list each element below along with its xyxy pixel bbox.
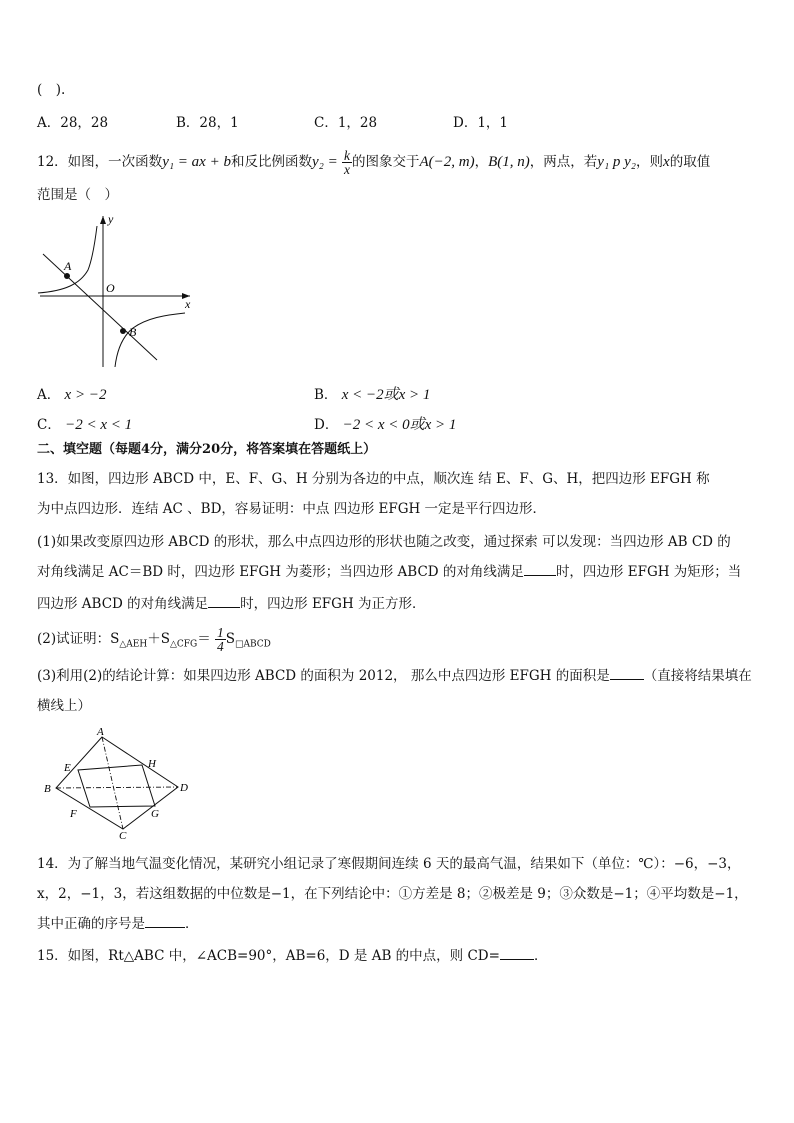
- fig-label-h: H: [148, 758, 156, 770]
- q13-blank-area[interactable]: [610, 678, 644, 680]
- q13-line8: 横线上）: [37, 698, 91, 714]
- fig-label-a: A: [97, 726, 104, 738]
- hyperbola-right-branch: [115, 313, 185, 367]
- q13-line2: 为中点四边形．连结 AC 、BD，容易证明：中点 四边形 EFGH 一定是平行四边形．: [37, 501, 547, 517]
- q14-blank[interactable]: [145, 926, 185, 928]
- q11-option-b: B．28，1: [176, 115, 239, 131]
- section-heading-fill-in: 二、填空题（每题4分，满分20分，将答案填在答题纸上）: [37, 442, 377, 457]
- q12-option-d: D． −2 < x < 0或x > 1: [314, 417, 457, 433]
- q14-line3: 其中正确的序号是 ．: [37, 916, 199, 932]
- label-x: x: [185, 297, 191, 311]
- fig-label-b: B: [44, 783, 51, 795]
- label-origin: O: [106, 281, 115, 295]
- fig-label-e: E: [64, 762, 71, 774]
- q13-line6: (2)试证明：$S_{\triangle AEH}+S_{\triangle CFG}=$ $\frac{1}{4}$ $S_{□ABCD}$: [37, 625, 271, 654]
- q15-blank[interactable]: [500, 958, 534, 960]
- q11-option-c: C．1，28: [314, 115, 378, 131]
- diagonal-bd: [56, 787, 178, 788]
- intersection-point-b: [120, 328, 126, 334]
- q13-fraction-quarter: $\frac{1}{4}$: [217, 625, 224, 654]
- q13-line7: (3)利用(2)的结论计算：如果四边形 ABCD 的面积为 2012， 那么中点四边形 EFGH 的面积是 （直接将结果填在: [37, 668, 752, 684]
- q12-option-b: B． x < −2或x > 1: [314, 387, 431, 403]
- q13-figure: [40, 725, 200, 840]
- q12-y1-equation: y₁ = ax + b: [162, 154, 231, 170]
- q11-tail: ( ).: [37, 82, 66, 98]
- q13-line1: 13．如图，四边形 ABCD 中，E、F、G、H 分别为各边的中点，顺次连 结 E、F、G、H，把四边形 EFGH 称: [37, 471, 710, 487]
- q15-line: 15．如图，Rt△ABC 中，∠ACB=90°，AB=6，D 是 AB 的中点，则 CD= ．: [37, 948, 548, 964]
- q12-fraction: $\frac{k}{x}$: [344, 148, 351, 177]
- q14-line2: x，2，−1，3，若这组数据的中位数是−1，在下列结论中：①方差是 8；②极差是 9；③众数是−1；④平均数是−1，: [37, 886, 748, 902]
- q11-option-d: D．1，1: [453, 115, 509, 131]
- q14-line1: 14．为了解当地气温变化情况，某研究小组记录了寒假期间连续 6 天的最高气温，结果如下（单位：℃）：−6，−3，: [37, 856, 741, 872]
- q12-graph: [35, 212, 200, 372]
- q12-point-b: B(1, n): [488, 154, 530, 170]
- label-a: A: [64, 259, 72, 273]
- q13-line4: 对角线满足 AC＝BD 时，四边形 EFGH 为菱形；当四边形 ABCD 的对角线满足 时，四边形 EFGH 为矩形；当: [37, 564, 742, 580]
- label-b: B: [129, 325, 137, 339]
- q13-blank-rect[interactable]: [524, 574, 556, 576]
- diagonal-ac: [102, 737, 123, 829]
- q12-option-a: A． x > −2: [37, 387, 107, 403]
- q12-option-c: C． −2 < x < 1: [37, 417, 133, 433]
- q12-stem-line2: 范围是（ ）: [37, 187, 118, 203]
- fig-label-d: D: [180, 782, 188, 794]
- q12-point-a: A(−2, m): [419, 154, 475, 170]
- q11-option-a: A．28，28: [37, 115, 109, 131]
- intersection-point-a: [64, 273, 70, 279]
- q13-line5: 四边形 ABCD 的对角线满足 时，四边形 EFGH 为正方形．: [37, 596, 426, 612]
- fig-label-f: F: [70, 808, 77, 820]
- q13-line3: (1)如果改变原四边形 ABCD 的形状，那么中点四边形的形状也随之改变，通过探索 可以发现：当四边形 AB CD 的: [37, 534, 731, 550]
- y-axis-arrow: [100, 216, 106, 224]
- q12-stem: 12．如图，一次函数y₁ = ax + b和反比例函数y₂ = $\frac{k}{x}$ 的图象交于A(−2, m)，B(1, n)，两点，若y₁ p y₂，则x的取值: [37, 148, 711, 177]
- quadrilateral-efgh: [78, 765, 155, 807]
- fig-label-c: C: [119, 830, 127, 840]
- linear-function-line: [43, 254, 157, 360]
- fig-label-g: G: [151, 808, 159, 820]
- q13-blank-square[interactable]: [208, 606, 240, 608]
- label-y: y: [108, 212, 114, 226]
